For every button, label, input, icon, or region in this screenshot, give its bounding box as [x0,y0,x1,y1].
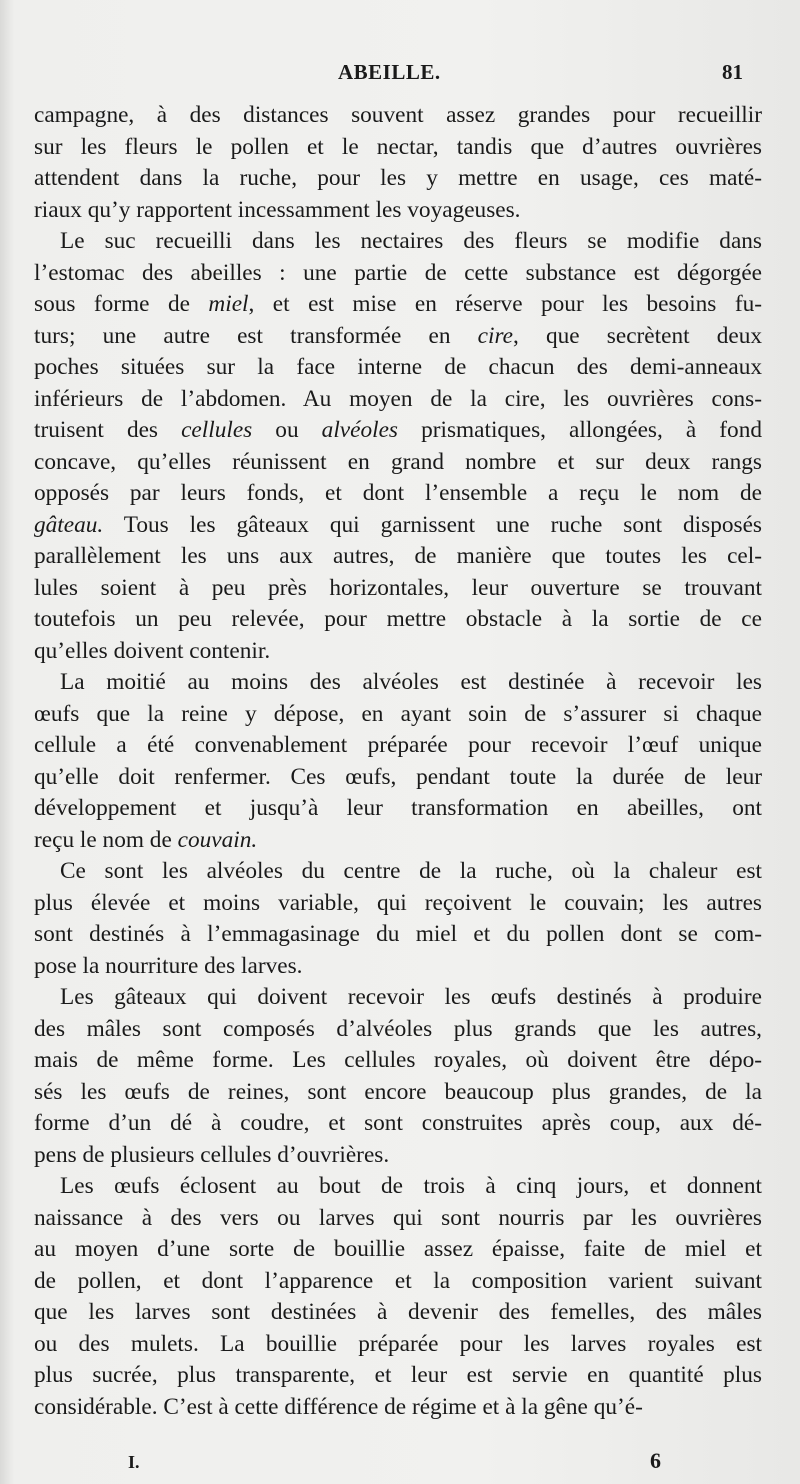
text-line: qu’elle doit renfermer. Ces œufs, pendant toute la durée de leur [34,763,762,790]
text-line: toutefois un peu relevée, pour mettre obstacle à la sortie de ce [34,606,762,632]
text-line: plus élevée et moins variable, qui reçoivent le couvain; les autres [34,889,762,916]
text-line: parallèlement les uns aux autres, de manière que toutes les cel- [34,543,762,569]
running-title: ABEILLE. [338,60,441,84]
text-line: des mâles sont composés d’alvéoles plus grands que les autres, [34,1015,762,1042]
paragraph [34,100,762,226]
text-line: concave, qu’elles réunissent en grand nombre et sur deux rangs [34,448,762,475]
text-line: œufs que la reine y dépose, en ayant soin de s’assurer si chaque [34,700,762,727]
text-line: La moitié au moins des alvéoles est destinée à recevoir les [60,669,762,695]
text-line: naissance à des vers ou larves qui sont nourris par les ouvrières [34,1204,762,1231]
signature-number: 6 [650,1448,661,1473]
paragraph [34,982,762,1171]
text-line: l’estomac des abeilles : une partie de cette substance est dégorgée [34,259,762,286]
text-line: attendent dans la ruche, pour les y mettre en usage, ces maté- [34,165,762,191]
paragraph [34,1171,762,1423]
text-line: ou des mulets. La bouillie préparée pour les larves royales est [34,1330,762,1357]
text-line: au moyen d’une sorte de bouillie assez épaisse, faite de miel et [34,1236,762,1262]
text-line: sous forme de miel, et est mise en réserve pour les besoins fu- [34,291,762,317]
text-line: turs; une autre est transformée en cire, que secrètent deux [34,322,762,349]
text-line: Les œufs éclosent au bout de trois à cinq jours, et donnent [60,1173,762,1199]
text-line: Le suc recueilli dans les nectaires des fleurs se modifie dans [60,228,762,254]
body-text [34,100,762,1423]
text-line: forme d’un dé à coudre, et sont construites après coup, aux dé- [34,1110,762,1136]
text-line: de pollen, et dont l’apparence et la composition varient suivant [34,1267,762,1294]
text-line: riaux qu’y rapportent incessamment les voyageuses. [34,196,521,223]
text-line: Les gâteaux qui doivent recevoir les œufs destinés à produire [60,984,762,1010]
text-line: reçu le nom de couvain. [34,826,258,853]
page-number: 81 [722,60,743,84]
page-header [0,52,800,92]
text-line: considérable. C’est à cette différence de régime et à la gêne qu’é- [34,1393,643,1420]
paragraph [34,667,762,856]
text-line: sur les fleurs le pollen et le nectar, tandis que d’autres ouvrières [34,133,762,160]
text-line: qu’elles doivent contenir. [34,637,271,664]
text-line: poches situées sur la face interne de chacun des demi-anneaux [34,354,762,380]
text-line: que les larves sont destinées à devenir des femelles, des mâles [34,1299,762,1325]
text-line: truisent des cellules ou alvéoles prismatiques, allongées, à fond [34,417,762,443]
text-line: inférieurs de l’abdomen. Au moyen de la cire, les ouvrières cons- [34,385,762,412]
text-line: plus sucrée, plus transparente, et leur est servie en quantité plus [34,1362,762,1388]
text-line: pose la nourriture des larves. [34,952,303,979]
text-line: sont destinés à l’emmagasinage du miel et du pollen dont se com- [34,921,762,947]
paragraph [34,226,762,667]
page-footer [0,1448,800,1478]
text-line: Ce sont les alvéoles du centre de la ruche, où la chaleur est [60,858,762,884]
text-line: cellule a été convenablement préparée pour recevoir l’œuf unique [34,732,762,758]
text-line: campagne, à des distances souvent assez grandes pour recueillir [34,102,762,128]
text-line: opposés par leurs fonds, et dont l’ensemble a reçu le nom de [34,480,762,506]
text-line: lules soient à peu près horizontales, leur ouverture se trouvant [34,574,762,601]
text-line: sés les œufs de reines, sont encore beaucoup plus grandes, de la [34,1078,762,1105]
text-line: pens de plusieurs cellules d’ouvrières. [34,1141,390,1168]
signature-mark: I. [128,1452,140,1472]
paragraph [34,856,762,982]
text-line: développement et jusqu’à leur transformation en abeilles, ont [34,795,762,821]
text-line: mais de même forme. Les cellules royales, où doivent être dépo- [34,1047,762,1073]
text-line: gâteau. Tous les gâteaux qui garnissent une ruche sont disposés [34,511,762,538]
